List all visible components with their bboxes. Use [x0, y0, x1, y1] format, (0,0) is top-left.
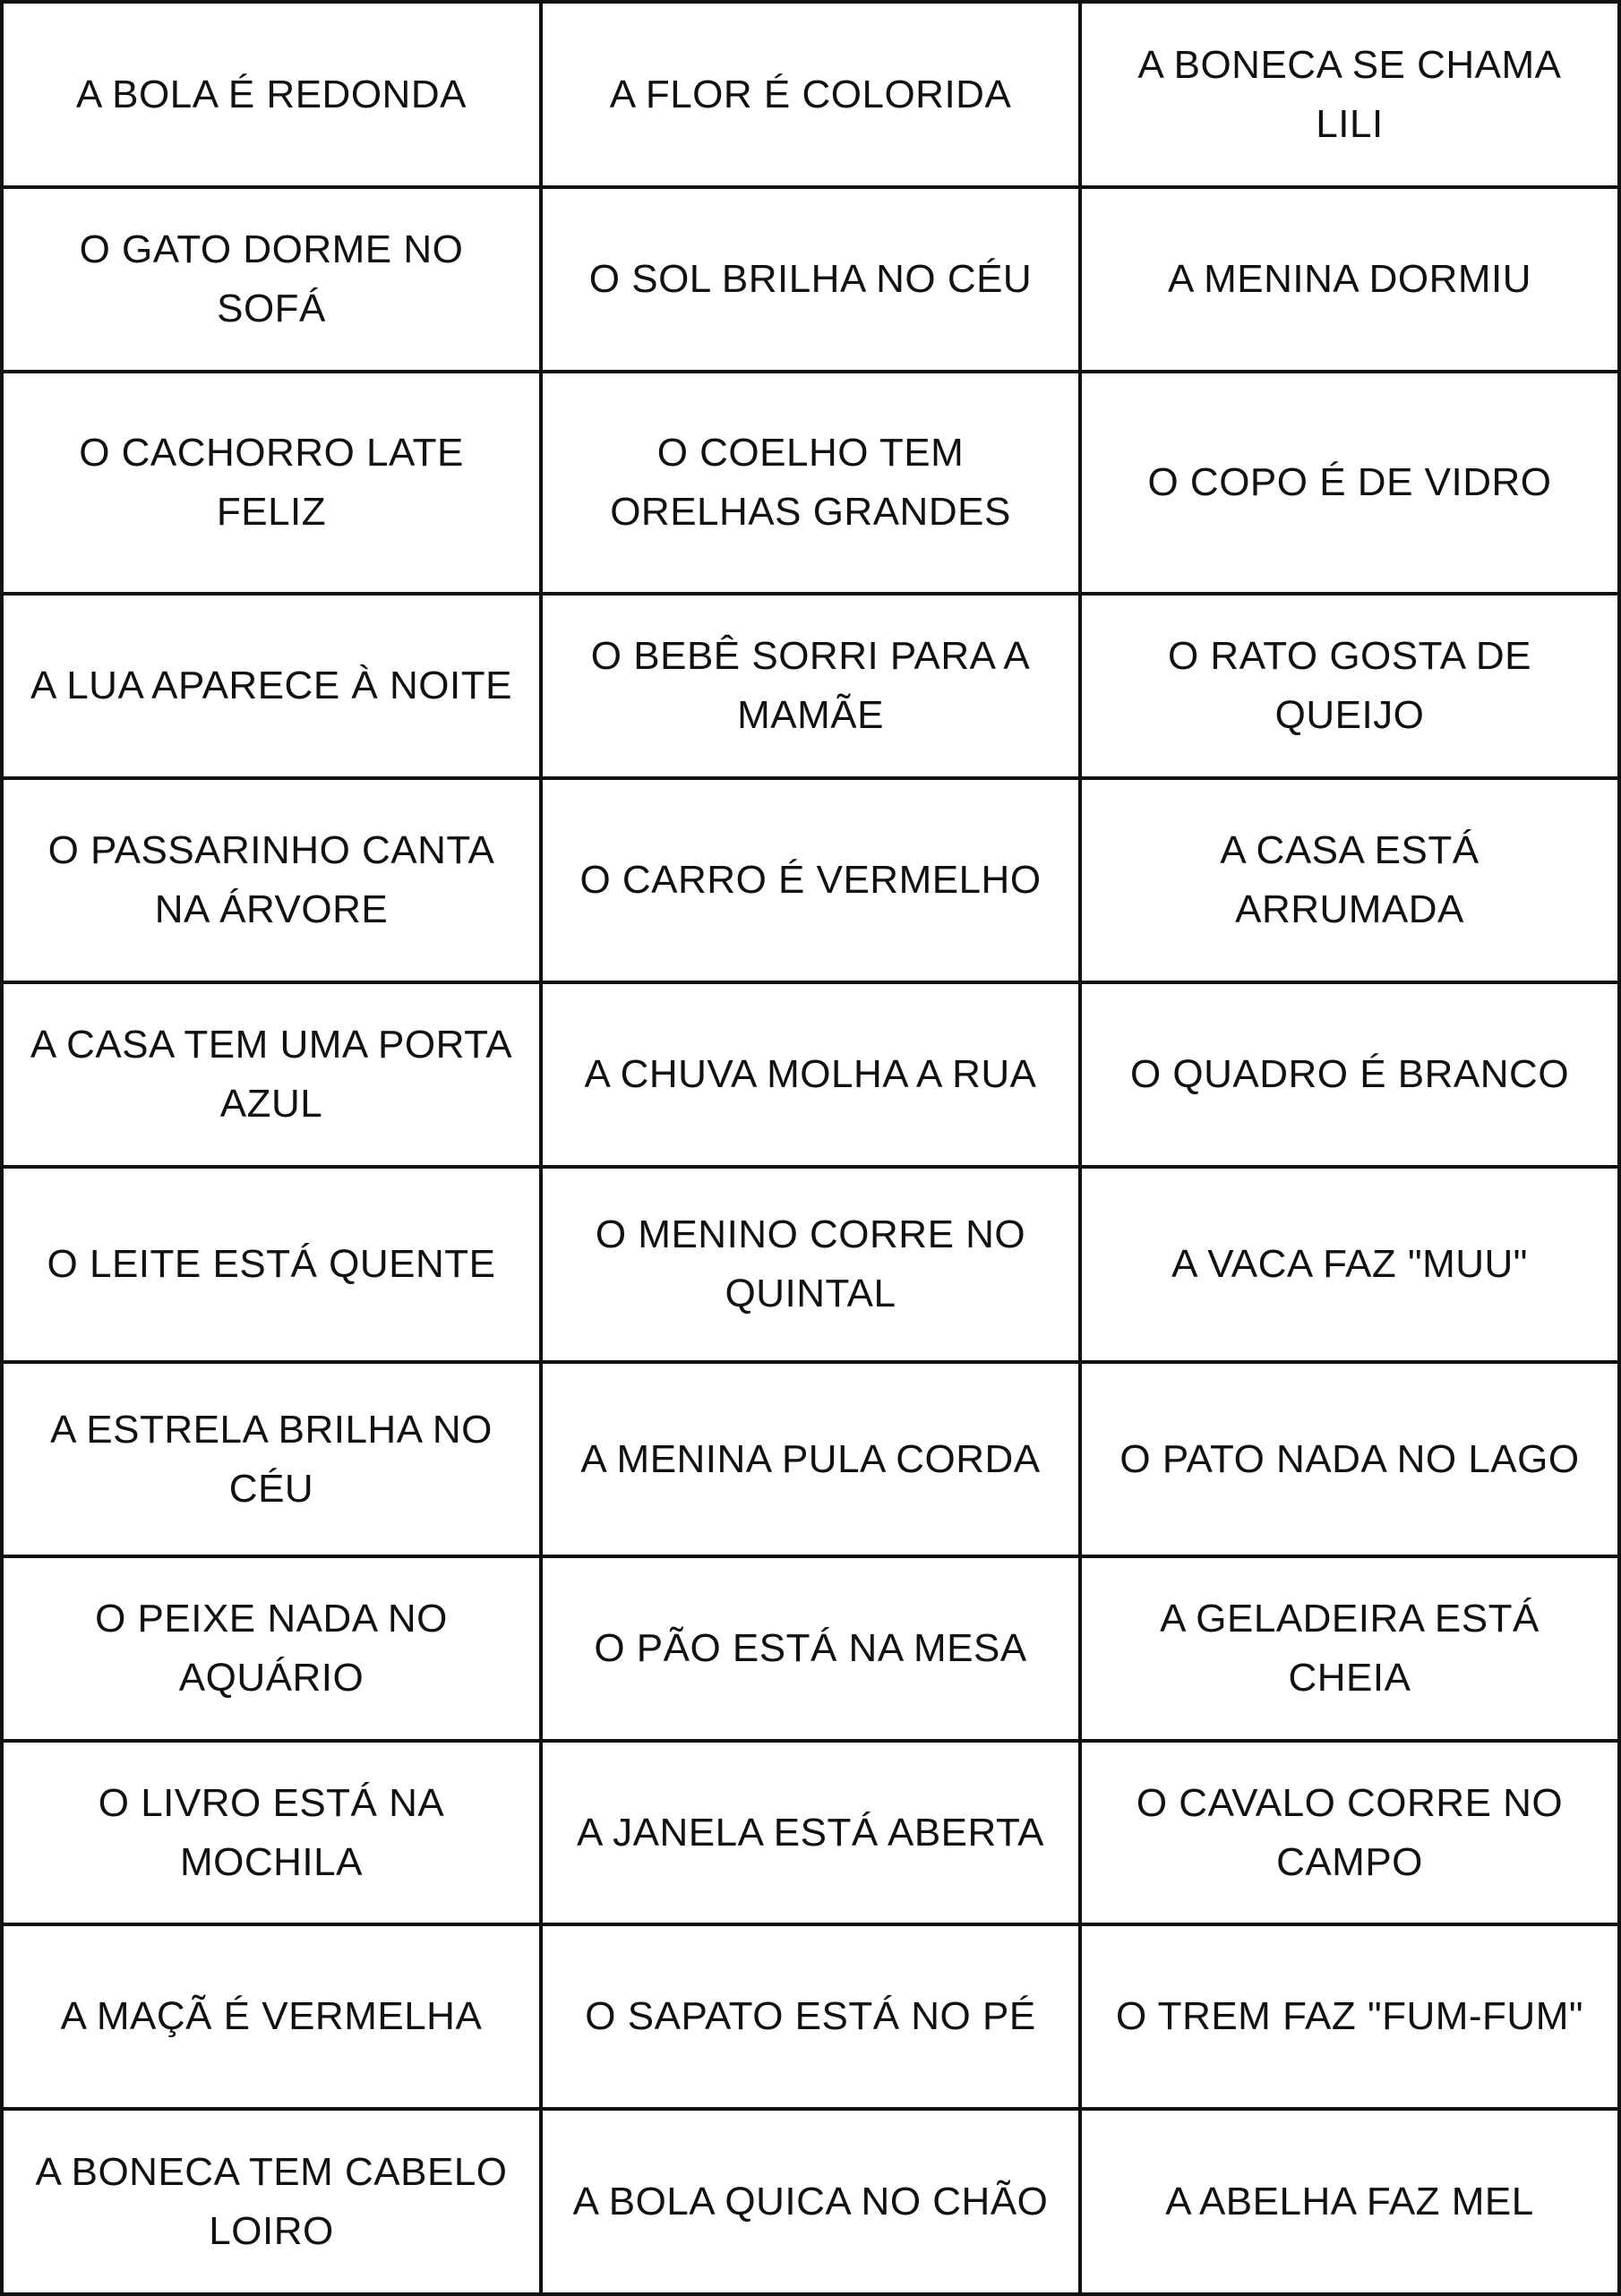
card-row	[2, 982, 1619, 1167]
sentence-card: A LUA APARECE À NOITE	[2, 594, 541, 778]
sentence-card: A MENINA PULA CORDA	[541, 1362, 1080, 1556]
sentence-card: O CARRO É VERMELHO	[541, 778, 1080, 982]
sentence-card: O PÃO ESTÁ NA MESA	[541, 1556, 1080, 1741]
card-row	[2, 1741, 1619, 1924]
sentence-card: O PEIXE NADA NO AQUÁRIO	[2, 1556, 541, 1741]
sentence-card: A GELADEIRA ESTÁ CHEIA	[1080, 1556, 1619, 1741]
sentence-card: O GATO DORME NO SOFÁ	[2, 187, 541, 372]
sentence-card: O TREM FAZ "FUM-FUM"	[1080, 1924, 1619, 2109]
sentence-card: O BEBÊ SORRI PARA A MAMÃE	[541, 594, 1080, 778]
card-row	[2, 594, 1619, 778]
card-row	[2, 372, 1619, 594]
sentence-card: O COPO É DE VIDRO	[1080, 372, 1619, 594]
sentence-card: O SAPATO ESTÁ NO PÉ	[541, 1924, 1080, 2109]
sentence-card: O QUADRO É BRANCO	[1080, 982, 1619, 1167]
sentence-card: O CAVALO CORRE NO CAMPO	[1080, 1741, 1619, 1924]
card-row	[2, 2, 1619, 187]
sentence-card: A ESTRELA BRILHA NO CÉU	[2, 1362, 541, 1556]
sentence-card: A FLOR É COLORIDA	[541, 2, 1080, 187]
sentence-card: A MAÇÃ É VERMELHA	[2, 1924, 541, 2109]
sentence-card: A BOLA QUICA NO CHÃO	[541, 2109, 1080, 2294]
card-row	[2, 187, 1619, 372]
sentence-card: O PATO NADA NO LAGO	[1080, 1362, 1619, 1556]
sentence-card: A JANELA ESTÁ ABERTA	[541, 1741, 1080, 1924]
sentence-card: O CACHORRO LATE FELIZ	[2, 372, 541, 594]
sentence-card: A BONECA SE CHAMA LILI	[1080, 2, 1619, 187]
card-row	[2, 778, 1619, 982]
sentence-card: O PASSARINHO CANTA NA ÁRVORE	[2, 778, 541, 982]
sentence-card: A ABELHA FAZ MEL	[1080, 2109, 1619, 2294]
sentence-card: A CHUVA MOLHA A RUA	[541, 982, 1080, 1167]
sentence-card: A BOLA É REDONDA	[2, 2, 541, 187]
sentence-card: A CASA ESTÁ ARRUMADA	[1080, 778, 1619, 982]
card-row	[2, 2109, 1619, 2294]
sentence-card: O RATO GOSTA DE QUEIJO	[1080, 594, 1619, 778]
sentence-card: O LEITE ESTÁ QUENTE	[2, 1167, 541, 1362]
sentence-card: A BONECA TEM CABELO LOIRO	[2, 2109, 541, 2294]
sentence-card: O COELHO TEM ORELHAS GRANDES	[541, 372, 1080, 594]
card-row	[2, 1362, 1619, 1556]
sentence-card: O SOL BRILHA NO CÉU	[541, 187, 1080, 372]
sentence-card: O LIVRO ESTÁ NA MOCHILA	[2, 1741, 541, 1924]
sentence-card: A MENINA DORMIU	[1080, 187, 1619, 372]
card-row	[2, 1167, 1619, 1362]
sentence-card: A VACA FAZ "MUU"	[1080, 1167, 1619, 1362]
sentence-card: A CASA TEM UMA PORTA AZUL	[2, 982, 541, 1167]
card-row	[2, 1924, 1619, 2109]
card-row	[2, 1556, 1619, 1741]
sentence-card: O MENINO CORRE NO QUINTAL	[541, 1167, 1080, 1362]
